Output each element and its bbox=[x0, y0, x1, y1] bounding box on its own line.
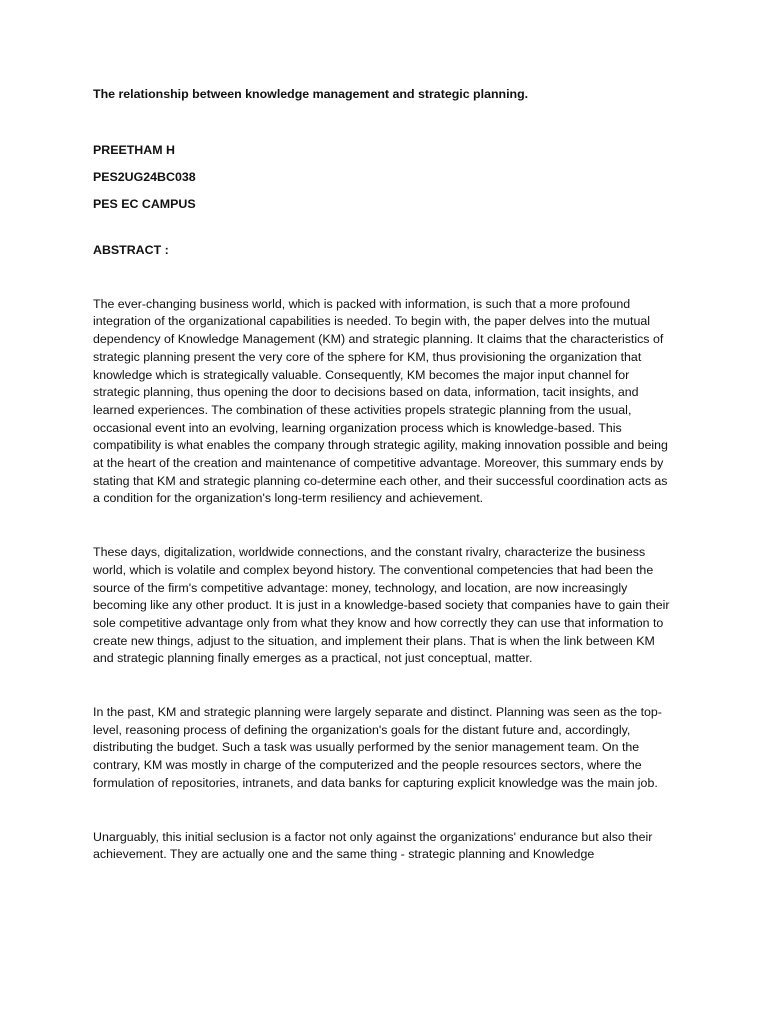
document-title: The relationship between knowledge management and strategic planning. bbox=[93, 87, 529, 101]
campus-name: PES EC CAMPUS bbox=[93, 197, 196, 212]
author-name: PREETHAM H bbox=[93, 142, 175, 157]
document-body bbox=[93, 86, 675, 864]
student-id: PES2UG24BC038 bbox=[93, 170, 196, 184]
abstract-paragraph: The ever-changing business world, which is packed with information, is such that a more profound integration of the organizational capabilities is needed. To begin with, the paper delves into the mutual dependency of Knowledge Management (KM) and strategic planning. It claims that the characteristics of strategic planning present the very core of the sphere for KM, thus provisioning the organization that knowledge which is strategically valuable. Consequently, KM becomes the major input channel for strategic planning, thus opening the door to decisions based on data, information, tacit insights, and learned experiences. The combination of these activities propels strategic planning from the usual, occasional event into an evolving, learning organization process which is knowledge-based. This compatibility is what enables the company through strategic agility, making innovation possible and being at the heart of the creation and maintenance of competitive advantage. Moreover, this summary ends by stating that KM and strategic planning co-determine each other, and their successful coordination acts as a condition for the organization's long-term resiliency and achievement. bbox=[93, 296, 668, 506]
abstract-heading: ABSTRACT : bbox=[93, 243, 169, 257]
body-paragraph: Unarguably, this initial seclusion is a factor not only against the organizations' endurance but also their achievement. They are actually one and the same thing - strategic planning and Knowledge bbox=[93, 829, 653, 862]
body-paragraph: These days, digitalization, worldwide connections, and the constant rivalry, characterize the business world, which is volatile and complex beyond history. The conventional competencies that had been the source of the firm's competitive advantage: money, technology, and location, are now increasingly becoming like any other product. It is just in a knowledge-based society that companies have to gain their sole competitive advantage only from what they know and how correctly they can use that information to create new things, adjust to the situation, and implement their plans. That is when the link between KM and strategic planning finally emerges as a practical, not just conceptual, matter. bbox=[93, 545, 670, 666]
author-block bbox=[93, 142, 675, 214]
body-paragraph: In the past, KM and strategic planning were largely separate and distinct. Planning was seen as the top-level, reasoning process of defining the organization's goals for the distant future and, accordingly, distributing the budget. Such a task was usually performed by the senior management team. On the contrary, KM was mostly in charge of the computerized and the people resources sectors, where the formulation of repositories, intranets, and data banks for capturing explicit knowledge was the main job. bbox=[93, 705, 662, 790]
